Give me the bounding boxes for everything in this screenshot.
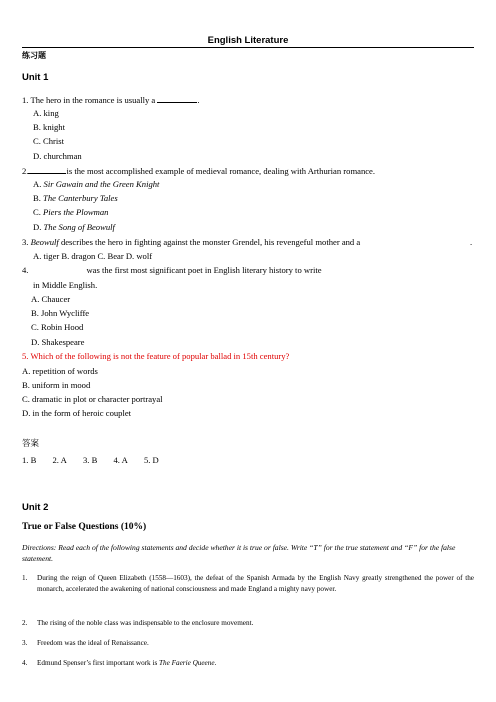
directions-text: Directions: Read each of the following statements and decide whether it is true or false. Write “T” for the true statement and “F” for the false statement.: [22, 543, 456, 563]
answer-blank: [28, 165, 66, 174]
q5-option-c: C. dramatic in plot or character portrayal: [22, 394, 163, 404]
q2-option-d: D. The Song of Beowulf: [33, 222, 115, 232]
question-4-cont: in Middle English.: [33, 280, 98, 290]
question-5: 5. Which of the following is not the feature of popular ballad in 15th century?: [22, 351, 290, 361]
page-title: English Literature: [207, 35, 289, 46]
unit2-title: Unit 2: [22, 502, 49, 513]
q1-option-a: A. king: [33, 108, 59, 118]
tf-item-2: 2. The rising of the noble class was indispensable to the enclosure movement.: [22, 619, 254, 627]
q3-end-mark: .: [470, 237, 473, 247]
answer-blank: [157, 94, 197, 103]
question-1: 1. The hero in the romance is usually a .: [22, 95, 200, 105]
q1-option-b: B. knight: [33, 122, 65, 132]
tf-item-1: 1. During the reign of Queen Elizabeth (1558—1603), the defeat of the Spanish Armada by the English Navy greatly strengthened the power of the monarch, accelerated the awakening of national consciousness and made England a mighty navy power.: [22, 574, 474, 593]
q5-option-b: B. uniform in mood: [22, 380, 91, 390]
header-divider: [22, 47, 474, 48]
answers-label: 答案: [22, 439, 40, 449]
q3-options: A. tiger B. dragon C. Bear D. wolf: [33, 251, 153, 261]
exercise-subtitle: 练习题: [22, 51, 46, 60]
q2-option-b: B. The Canterbury Tales: [33, 193, 118, 203]
answer-3: 3. B: [82, 455, 98, 465]
tf-item-4: 4. Edmund Spenser’s first important work is The Faerie Queene.: [22, 659, 217, 667]
answer-2: 2. A: [52, 455, 67, 465]
answer-1: 1. B: [22, 455, 37, 465]
answer-5: 5. D: [143, 455, 159, 465]
q1-option-c: C. Christ: [33, 136, 65, 146]
q4-option-a: A. Chaucer: [31, 294, 71, 304]
q4-option-b: B. John Wycliffe: [31, 308, 90, 318]
question-3: 3. Beowulf describes the hero in fighting against the monster Grendel, his revengeful mother and a: [22, 237, 361, 247]
q5-option-d: D. in the form of heroic couplet: [22, 408, 132, 418]
unit1-title: Unit 1: [22, 72, 49, 83]
q5-option-a: A. repetition of words: [22, 366, 98, 376]
q4-option-c: C. Robin Hood: [31, 322, 84, 332]
q2-option-c: C. Piers the Plowman: [33, 207, 109, 217]
tf-item-3: 3. Freedom was the ideal of Renaissance.: [22, 639, 149, 647]
q2-option-a: A. Sir Gawain and the Green Knight: [33, 179, 160, 189]
q1-option-d: D. churchman: [33, 151, 82, 161]
answers-row: [22, 455, 173, 465]
q4-option-d: D. Shakespeare: [31, 337, 85, 347]
answer-4: 4. A: [113, 455, 128, 465]
question-4: 4. was the first most significant poet in English literary history to write: [22, 265, 322, 275]
question-2: 2. is the most accomplished example of medieval romance, dealing with Arthurian romance.: [22, 166, 376, 176]
section-heading: True or False Questions (10%): [22, 522, 147, 532]
